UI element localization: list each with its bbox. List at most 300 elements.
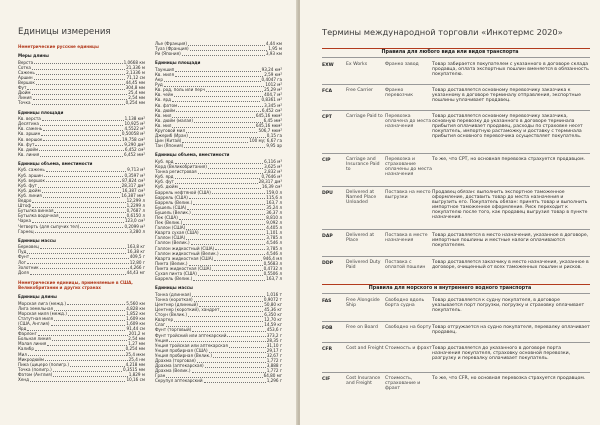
dot-leader [197, 359, 266, 363]
unit-name: Бутылка винная [18, 209, 54, 215]
unit-value: 645,16 мкм² [255, 113, 282, 119]
incoterm-description: Товар доставляется к судну покупателя, в договоре указывается порт погрузки, погрузку и страховку оплачивает покупатель. [432, 298, 585, 314]
unit-name: Центнер (короткий), хандрет [155, 308, 220, 314]
unit-value: 3,625 м³ [264, 165, 282, 171]
unit-name: Галлон (Велик.) [155, 241, 190, 247]
unit-name: Куб. дюйм [18, 188, 41, 194]
dot-leader [27, 250, 126, 254]
unit-name: Статутная миля [18, 316, 54, 322]
unit-value: 123,0 см³ [124, 219, 145, 225]
unit-name: Доля [18, 270, 29, 276]
dot-leader [54, 209, 125, 213]
unit-name: Бушель (США) [155, 205, 187, 211]
unit-value: 3,785 л [266, 246, 282, 252]
dot-leader [189, 196, 265, 200]
unit-value: 16,387 см³ [122, 188, 145, 194]
incoterm-code: DDP [322, 261, 333, 266]
unit-name: Фунт [18, 255, 30, 261]
unit-value: 29,17 г [266, 348, 282, 354]
unit-value: 2,832 м³ [264, 170, 282, 176]
unit-name: Дюйм [18, 91, 31, 97]
subsection-heading: Единицы объема, вместимости [155, 153, 230, 159]
dot-leader [175, 160, 264, 164]
unit-name: Сажень [18, 70, 35, 76]
unit-name: Калибр [18, 347, 34, 353]
dot-leader [220, 308, 263, 312]
unit-value: 0,5506 л [263, 272, 282, 278]
incoterm-english: Delivered at Named Place Unloaded [346, 190, 377, 206]
unit-value: 159,0 л [266, 190, 282, 196]
dot-leader [34, 61, 122, 65]
unit-value: 28,35 г [266, 338, 282, 344]
dot-leader [30, 378, 126, 382]
dot-leader [43, 127, 123, 131]
unit-value: 2,54 мм [128, 96, 145, 102]
unit-name: Куб. аршин [18, 173, 43, 179]
unit-name: Кв. миля [155, 72, 174, 78]
unit-value: 19,758 см² [122, 137, 145, 143]
unit-value: 0,4732 л [263, 266, 282, 272]
unit-name: Унция тройская или аптекарская [155, 343, 228, 349]
unit-name: Круговой мил [155, 129, 186, 134]
incoterm-row [322, 346, 590, 361]
unit-value: 1,772 г [266, 359, 282, 365]
unit-value: 5,560 км [126, 301, 145, 307]
dot-leader [53, 373, 128, 377]
unit-name: Тонна (длинная) [155, 292, 192, 298]
unit-name: Десятина [18, 122, 39, 128]
subsection-heading: Единицы площади [155, 61, 201, 67]
incoterm-code: FCA [322, 89, 333, 94]
unit-value: 163,7 л [266, 277, 282, 283]
incoterm-code: CFR [322, 347, 333, 352]
unit-value: 0,15 га [266, 134, 282, 140]
unit-value: 6,452 см² [261, 108, 282, 114]
unit-name: Вершок [18, 81, 35, 87]
right-page [300, 0, 600, 425]
unit-name: Куб. линия [18, 193, 42, 199]
category-heading: Неметрические единицы, применяемые в США, Великобритании и других странах [18, 280, 133, 291]
unit-name: Кв. верста [18, 117, 41, 123]
subsection-heading: Единицы объема, вместимости [18, 161, 93, 167]
page-title: Термины международной торговли «Инкотермс 2020» [322, 27, 563, 37]
dot-leader [186, 129, 257, 133]
unit-value: 0,5683 л [263, 261, 282, 267]
incoterm-row [322, 233, 590, 248]
unit-value: 16,39 см³ [261, 185, 282, 191]
incoterm-row [322, 325, 590, 335]
unit-row [18, 378, 145, 383]
unit-value: 9,092 л [266, 221, 282, 227]
dot-leader [174, 93, 263, 97]
unit-value: 0,3597 м³ [124, 173, 145, 179]
unit-name: Куб. фут [18, 183, 37, 189]
subsection-heading: Единицы массы [18, 238, 56, 244]
unit-value: 10,16 см [126, 378, 145, 384]
unit-name: Гарнец [18, 229, 34, 235]
unit-value: 4,218 мм [125, 362, 145, 368]
row-divider [322, 84, 590, 85]
dot-leader [35, 230, 128, 234]
unit-value: 35,24 л [266, 205, 282, 211]
unit-value: 14,59 кг [264, 323, 282, 329]
incoterm-english: Cost Insurance and Freight [346, 376, 381, 387]
unit-value: 6,350 кг [264, 313, 282, 319]
unit-name: Кв. мил [155, 123, 172, 129]
dot-leader [39, 148, 124, 152]
dot-leader [189, 134, 266, 138]
dot-leader [40, 266, 129, 270]
dot-leader [59, 214, 125, 218]
unit-name: Больная линия [18, 337, 51, 343]
units-column-right [155, 42, 282, 385]
dot-leader [178, 104, 263, 108]
unit-name: Кв. вершок [18, 137, 43, 143]
incoterm-description: Товар доставляется до указанного в договоре порта назначения покупателя, страховку основной перевозки, разгрузку и перевалку оплачивает покупатель. [432, 346, 571, 362]
dot-leader [38, 184, 121, 188]
dot-leader [38, 332, 128, 336]
unit-value: 0,7687 л [126, 209, 145, 215]
unit-value: 31,10 г [266, 343, 282, 349]
dot-leader [229, 344, 266, 348]
unit-value: 163,7 л [266, 200, 282, 206]
subsection-heading: Единицы массы [155, 286, 193, 292]
dot-leader [192, 328, 265, 332]
unit-value: 2,59 км² [264, 72, 282, 78]
incoterm-russian: Франко завод [385, 62, 419, 67]
unit-value: 0,6150 л [126, 214, 145, 220]
incoterm-code: CPT [322, 115, 332, 120]
dot-leader [41, 132, 121, 136]
dot-leader [174, 318, 263, 322]
dot-leader [204, 379, 266, 383]
dot-leader [220, 252, 266, 256]
unit-name: Кв. фатом [155, 103, 178, 109]
unit-value: 0,7646 м³ [261, 175, 282, 181]
incoterm-description: Товар забирается покупателем с указанного в договоре склада продавца, оплата экспортных пошлин вменяется в обязанность покупателю. [432, 62, 589, 78]
unit-value: 44,45 мм [125, 81, 145, 87]
incoterm-code: DPU [322, 191, 333, 196]
unit-name: Руд [155, 83, 163, 89]
unit-value: 36,37 л [266, 210, 282, 216]
unit-value: 6,452 мм² [123, 152, 145, 158]
unit-value: 16,387 мм³ [121, 193, 145, 199]
unit-name: Пинта жидкостная (США) [155, 266, 212, 272]
unit-value: 3,785 л [266, 236, 282, 242]
incoterm-code: CIP [322, 158, 331, 163]
unit-name: Бутылка водочная [18, 214, 59, 220]
unit-value: 25,4 мкм [125, 352, 145, 358]
dot-leader [36, 71, 125, 75]
unit-value: 93,24 км² [261, 67, 282, 73]
dot-leader [227, 334, 265, 338]
dot-leader [212, 267, 262, 271]
unit-row [155, 144, 282, 149]
dot-leader [32, 101, 125, 105]
incoterm-english: Carriage and Insurance Paid to [346, 157, 380, 173]
unit-name: Фатом (Англия) [18, 372, 53, 378]
unit-value: 409,5 г [129, 255, 145, 261]
dot-leader [46, 179, 121, 183]
unit-name: Тауншип [155, 67, 175, 73]
unit-name: Корд (Великобритания) [155, 165, 207, 171]
section-rule [322, 293, 590, 294]
row-divider [322, 342, 590, 343]
unit-row [18, 230, 145, 235]
dot-leader [172, 124, 254, 128]
dot-leader [192, 211, 265, 215]
unit-name: Пика (цицеро (полигр.) [18, 362, 69, 368]
dot-leader [54, 317, 125, 321]
unit-name: Пинта (Велик.) [155, 261, 188, 267]
unit-value: 1,296 г [266, 379, 282, 385]
dot-leader [192, 369, 266, 373]
dot-leader [190, 47, 268, 51]
incoterm-russian: Свободно на борту [385, 325, 432, 330]
unit-value: 25,29 м² [264, 88, 282, 94]
unit-value: 9,713 м³ [127, 168, 145, 174]
dot-leader [42, 117, 124, 121]
incoterm-russian: Свободно вдоль борта судна [385, 298, 425, 309]
dot-leader [194, 298, 263, 302]
dot-leader [191, 241, 266, 245]
unit-value: 4,266 г [129, 265, 145, 271]
unit-value: 64,80 мг [263, 374, 282, 380]
unit-name: Мил [18, 352, 27, 358]
unit-value: 1,852 км [126, 311, 145, 317]
incoterm-row [322, 298, 590, 313]
unit-name: Кварта жидкостная (США) [155, 256, 214, 262]
unit-value: 4,546 л [266, 251, 282, 257]
unit-value: 10,925 м² [124, 122, 145, 128]
unit-value: 1,95 м [268, 47, 282, 53]
unit-name: Галлон (США) [155, 236, 186, 242]
dot-leader [175, 73, 263, 77]
unit-name: Галлон жидкостный (США) [155, 246, 215, 252]
dot-leader [164, 83, 265, 87]
incoterm-english: Free Alongside Ship [346, 298, 380, 309]
dot-leader [30, 271, 126, 275]
unit-name: Куб. ярд [155, 159, 174, 165]
unit-value: 9,290 дм² [124, 142, 145, 148]
unit-name: Кв. сажень [18, 127, 43, 133]
incoterm-description: Товар отгружается на судно покупателя, перевалку оплачивает продавец. [432, 325, 590, 336]
unit-value: 28,317 дм³ [121, 183, 145, 189]
unit-value: 946,4 мл [263, 256, 282, 262]
incoterm-english: Free on Board [346, 325, 378, 330]
unit-value: 0,50058 м² [121, 132, 145, 138]
dot-leader [32, 204, 126, 208]
unit-name: Линия [18, 96, 32, 102]
unit-name: Баррель (США) [155, 195, 188, 201]
unit-name: Фут [18, 86, 27, 92]
unit-value: 1,609 км [126, 322, 145, 327]
dot-leader [175, 175, 261, 179]
subsection-heading: Меры длины [18, 54, 49, 60]
unit-name: Лот [18, 260, 27, 266]
unit-value: 91,44 см [126, 327, 145, 333]
unit-value: 0,254 мм [125, 101, 145, 107]
row-divider [322, 372, 590, 373]
dot-leader [179, 216, 265, 220]
unit-name: Центнер (длинный) [155, 303, 198, 308]
unit-name: Фунт тройский или аптекарский [155, 333, 227, 339]
dot-leader [187, 206, 265, 210]
dot-leader [44, 174, 124, 178]
dot-leader [51, 322, 126, 326]
unit-name: Слаг [155, 323, 166, 329]
unit-value: 304,8 мм [125, 86, 145, 92]
unit-name: Кв. дюйм [155, 108, 176, 114]
dot-leader [32, 199, 125, 203]
left-page [0, 0, 298, 425]
unit-name: Кв. род, поль или перч [155, 88, 205, 94]
unit-name: (США, Англия) [18, 322, 50, 327]
unit-name: Куб. вершок [18, 178, 45, 184]
unit-name: Унция пробирная (Велик.) [155, 353, 213, 359]
unit-value: 4,546 л [266, 241, 282, 247]
row-divider [322, 321, 590, 322]
row-divider [322, 256, 590, 257]
incoterm-english: Free Carrier [346, 88, 373, 93]
unit-name: Сотка [18, 65, 31, 71]
unit-name: Хенд [18, 378, 29, 384]
incoterm-row [322, 376, 590, 391]
incoterm-russian: Франко перевозчик [385, 88, 414, 99]
unit-name: Микродюйм [18, 357, 45, 363]
unit-name: Драхма (аптекарская) [155, 364, 204, 370]
dot-leader [186, 226, 265, 230]
unit-value: 50,80 кг [264, 303, 282, 308]
dot-leader [32, 91, 128, 95]
incoterm-row [322, 62, 590, 77]
unit-name: Кв. аршин [18, 132, 41, 138]
dot-leader [54, 307, 125, 311]
dot-leader [214, 257, 262, 261]
incoterm-english: Cost and Freight [346, 346, 384, 351]
unit-name: Кв. чейн [155, 93, 174, 99]
dot-leader [194, 119, 263, 123]
unit-value: 0,2099 м³ [124, 224, 145, 230]
incoterm-english: Ex Works [346, 62, 368, 67]
unit-name: Туаз (Франция) [155, 47, 189, 53]
unit-name: Стоун (Велик.) [155, 313, 188, 319]
unit-value: 453,6 г [266, 328, 282, 334]
unit-name: Баррель нефтяной (США) [155, 190, 211, 196]
subsection-heading: Единицы длины [18, 295, 57, 301]
incoterm-description: То же, что CPT, но основная перевозка страхуется продавцом. [432, 157, 585, 162]
unit-value: 3,280 л [129, 229, 145, 235]
dot-leader [188, 42, 265, 46]
incoterm-description: Товар доставляется в место назначения, указанное в договоре, импортные пошлины и местные налоги оплачиваются покупателем. [432, 233, 589, 249]
unit-value: 32,67 г [266, 353, 282, 359]
dot-leader [175, 180, 258, 184]
dot-leader [40, 245, 126, 249]
incoterm-english: Carriage Paid to [346, 114, 383, 119]
unit-value: 6,452 см² [124, 147, 145, 153]
unit-value: 4,44 км [265, 42, 282, 47]
unit-name: Бушель (Велик.) [155, 210, 191, 216]
unit-name: Куб. дюйм [155, 185, 178, 191]
unit-name: Лига земельная [18, 306, 54, 312]
row-divider [322, 186, 590, 187]
incoterm-code: FAS [322, 299, 332, 304]
unit-name: Пек (Велик.) [155, 221, 183, 227]
dot-leader [183, 221, 265, 225]
unit-row [155, 52, 282, 57]
dot-leader [193, 277, 265, 281]
dot-leader [32, 219, 124, 223]
unit-value: 3,888 г [266, 364, 282, 370]
dot-leader [198, 272, 263, 276]
unit-name: Цин (Китай) [155, 139, 182, 145]
dot-leader [28, 353, 125, 357]
dot-leader [200, 231, 266, 235]
unit-name: Аршин [18, 75, 33, 81]
unit-name: Галлон (США) [155, 226, 186, 232]
row-divider [322, 110, 590, 111]
incoterm-russian: Поставка в месте назначения [385, 233, 428, 244]
unit-name: Кв. линия [18, 152, 40, 158]
unit-value: 0,8361 м² [261, 98, 282, 104]
dot-leader [212, 191, 265, 195]
dot-leader [166, 323, 263, 327]
unit-row [18, 153, 145, 158]
dot-leader [209, 349, 266, 353]
dot-leader [36, 81, 125, 85]
unit-value: 9,95 ар [266, 144, 282, 150]
unit-name: Куб. фут [155, 180, 174, 186]
unit-value: 21,336 м [126, 65, 145, 71]
unit-name: Штоф [18, 204, 31, 210]
dot-leader [189, 262, 263, 266]
dot-leader [70, 363, 125, 367]
incoterm-russian: Стоимость, страхование и фрахт [385, 376, 421, 392]
unit-name: Лье (Франция) [155, 42, 188, 47]
dot-leader [27, 327, 125, 331]
dot-leader [166, 374, 262, 378]
dot-leader [172, 98, 260, 102]
unit-value: 645,16 мкм² [255, 123, 282, 129]
dot-leader [45, 358, 128, 362]
dot-leader [175, 68, 260, 72]
dot-leader [182, 52, 265, 56]
unit-value: 1,2299 л [126, 204, 145, 210]
unit-name: Ри (Япония) [155, 52, 181, 58]
dot-leader [43, 138, 121, 142]
row-divider [322, 229, 590, 230]
unit-name: Пек (США) [155, 216, 178, 221]
unit-name: Точка (полигр.) [18, 367, 52, 373]
unit-value: 28,317 дм³ [258, 180, 282, 186]
unit-value: 6,45 мм² [263, 118, 282, 124]
dot-leader [169, 339, 265, 343]
dot-leader [32, 66, 125, 70]
unit-name: Сухая пинта (США) [155, 272, 197, 278]
dot-leader [52, 337, 128, 341]
unit-name: Ярд [18, 327, 27, 333]
unit-value: 1012 м² [265, 83, 282, 89]
incoterm-russian: Поставка с оплатой пошлин [385, 260, 426, 271]
unit-name: Ведро [18, 199, 32, 205]
unit-value: 404,7 м² [264, 93, 282, 99]
dot-leader [208, 165, 263, 169]
unit-name: Кв. дюйм (малая) [155, 118, 193, 124]
section-rule [322, 284, 590, 285]
unit-row [155, 379, 282, 384]
dot-leader [47, 342, 127, 346]
dot-leader [67, 302, 125, 306]
